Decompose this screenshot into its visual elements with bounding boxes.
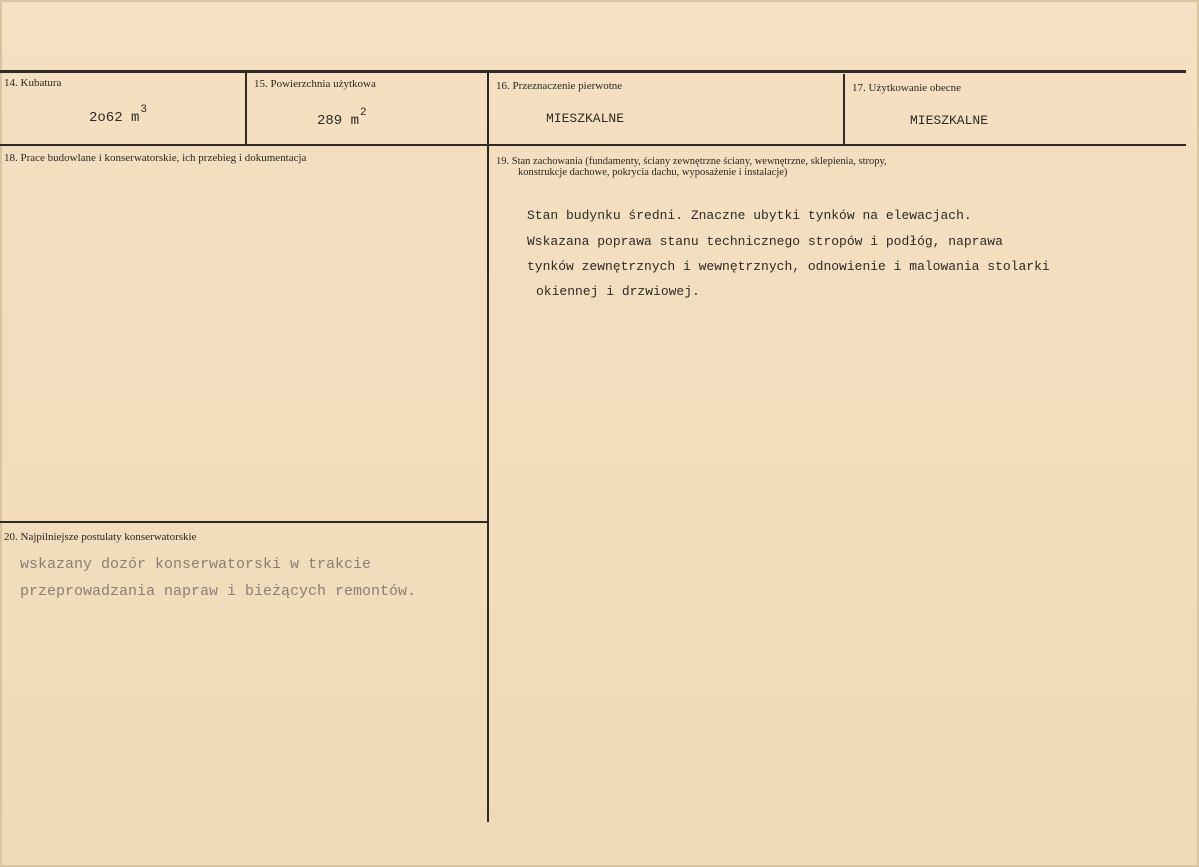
kubatura-value (89, 104, 147, 126)
stan-line-1: Stan budynku średni. Znaczne ubytki tynków na elewacjach. (527, 208, 972, 223)
kubatura-unit: m (131, 110, 140, 126)
row-rule-1 (0, 144, 1186, 146)
col-rule-2 (487, 72, 489, 822)
col-rule-3 (843, 74, 845, 145)
stan-label-line1: 19. Stan zachowania (fundamenty, ściany zewnętrzne ściany, wewnętrzne, sklepienia, stropy, (496, 156, 887, 167)
kubatura-label: 14. Kubatura (4, 77, 62, 89)
top-rule (0, 70, 1186, 73)
postulaty-label: 20. Najpilniejsze postulaty konserwatorskie (4, 531, 197, 543)
powierzchnia-label: 15. Powierzchnia użytkowa (254, 78, 376, 90)
kubatura-number: 2o62 (89, 110, 123, 126)
powierzchnia-value (317, 107, 367, 129)
powierzchnia-unit-exponent: 2 (360, 107, 367, 119)
prace-label: 18. Prace budowlane i konserwatorskie, ich przebieg i dokumentacja (4, 152, 307, 164)
przeznaczenie-value: MIESZKALNE (546, 111, 625, 126)
stan-line-3: tynków zewnętrznych i wewnętrznych, odnowienie i malowania stolarki (527, 259, 1050, 274)
col-rule-1 (245, 72, 247, 145)
uzytkowanie-value: MIESZKALNE (910, 113, 989, 128)
postulaty-line-2: przeprowadzania napraw i bieżących remontów. (20, 583, 417, 600)
uzytkowanie-label: 17. Użytkowanie obecne (852, 82, 962, 94)
powierzchnia-unit: m (350, 113, 360, 129)
postulaty-line-1: wskazany dozór konserwatorski w trakcie (20, 556, 372, 573)
stan-line-4: okiennej i drzwiowej. (536, 284, 700, 299)
powierzchnia-number: 289 (317, 113, 343, 129)
przeznaczenie-label: 16. Przeznaczenie pierwotne (496, 80, 623, 92)
kubatura-unit-exponent: 3 (140, 104, 148, 116)
stan-line-2: Wskazana poprawa stanu technicznego stropów i podłóg, naprawa (527, 234, 1003, 249)
row-rule-2 (0, 521, 489, 523)
stan-label-line2: konstrukcje dachowe, pokrycia dachu, wyposażenie i instalacje) (518, 167, 788, 178)
